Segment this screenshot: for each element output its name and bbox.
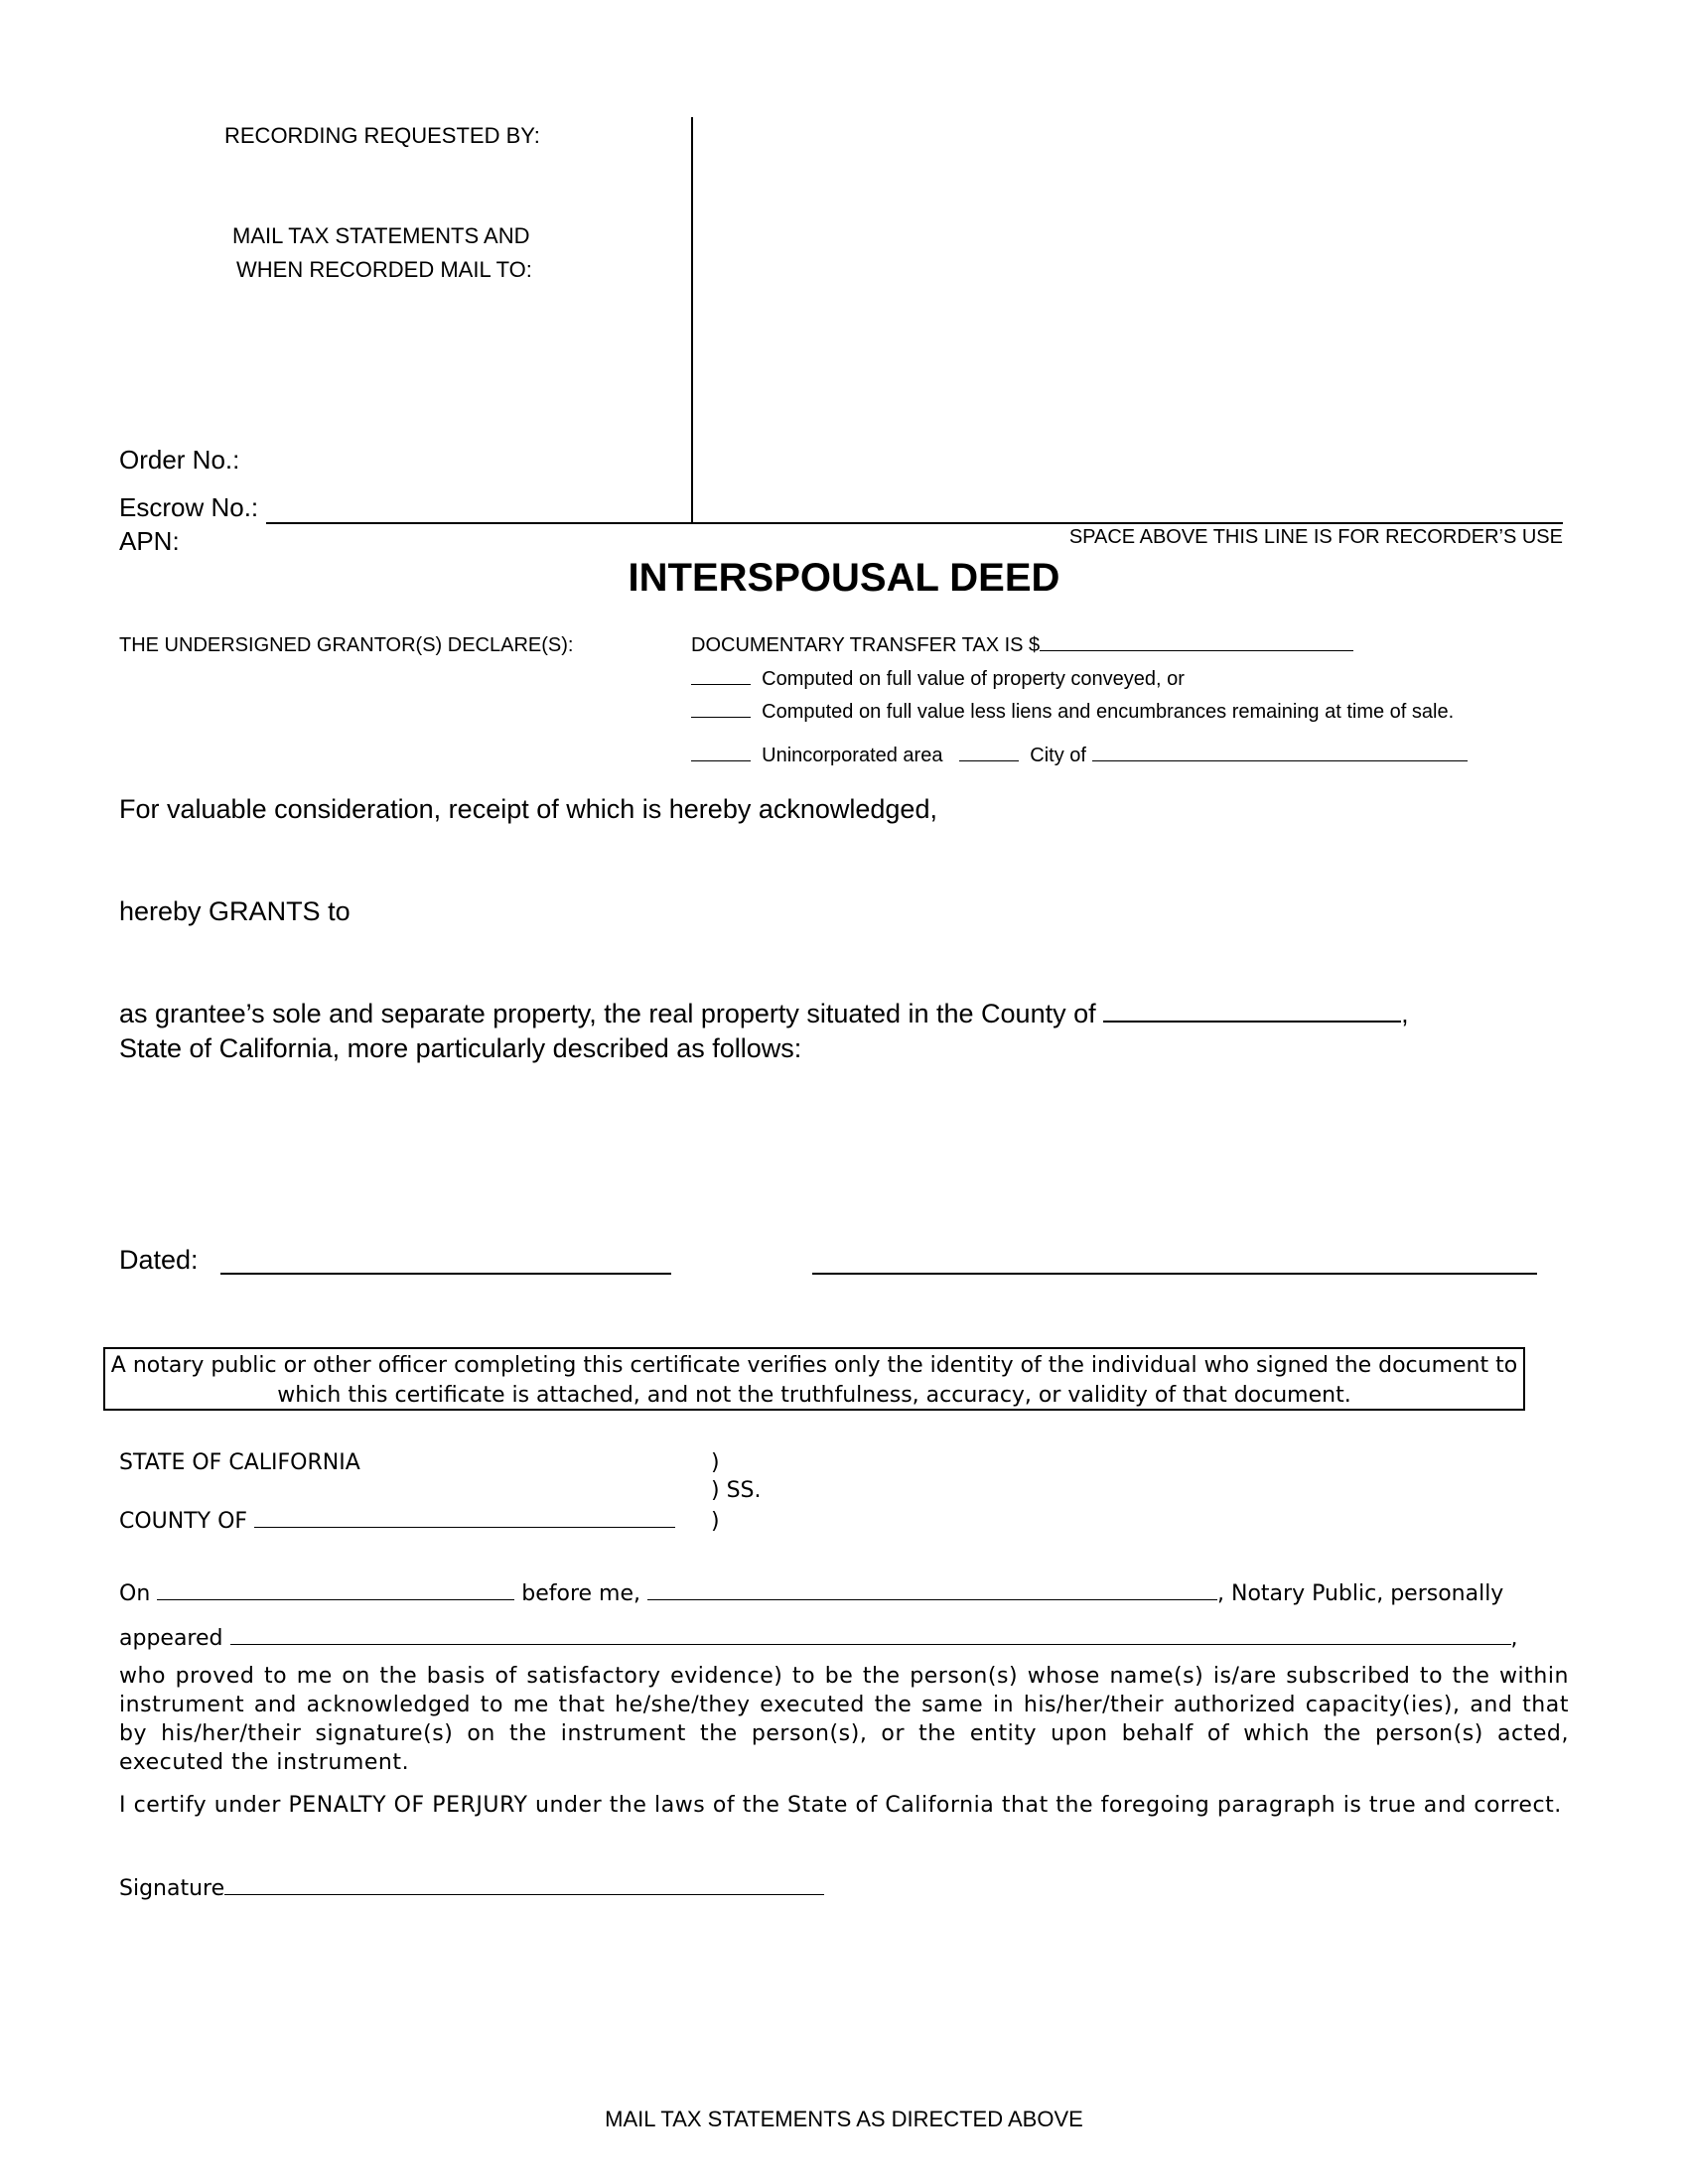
appeared-row [119,1626,1518,1651]
apn-label: APN: [119,526,180,556]
consideration-text: For valuable consideration, receipt of which is hereby acknowledged, [119,794,937,824]
unincorporated-label: Unincorporated area [762,745,943,766]
on-row [119,1581,1503,1606]
computed-full-check-blank[interactable] [691,668,751,685]
header-divider-vertical [691,117,693,524]
state-of-california-label: STATE OF CALIFORNIA [119,1450,360,1475]
grantee-line2: State of California, more particularly described as follows: [119,1033,802,1063]
appeared-blank[interactable] [230,1628,1511,1645]
proved-paragraph: who proved to me on the basis of satisfactory evidence) to be the person(s) whose name(s) is/are subscribed to the within instrument and acknowledged to me that he/she/they executed the same in his/her/their authorized capacity(ies), and that by his/her/their signature(s) on the instrument the person(s), or the entity upon behalf of which the person(s) acted, executed the instrument. [119,1664,1569,1775]
on-date-blank[interactable] [157,1583,514,1600]
notary-notice-box: A notary public or other officer completing this certificate verifies only the identity of the individual who signed the document to which this certificate is attached, and not the truthfulness, accuracy, or validity of that document. [103,1347,1525,1411]
city-check-blank[interactable] [959,745,1019,761]
grantee-line1-end: , [1401,999,1409,1028]
mail-tax-label-line2: WHEN RECORDED MAIL TO: [236,257,532,282]
recorders-use-label: SPACE ABOVE THIS LINE IS FOR RECORDER’S USE [1068,526,1563,548]
recording-requested-by-label: RECORDING REQUESTED BY: [224,123,540,148]
recorder-space-line [266,522,1563,524]
transfer-tax-label: DOCUMENTARY TRANSFER TAX IS $ [691,634,1041,656]
notary-name-blank[interactable] [647,1583,1217,1600]
computed-full-row [691,668,1185,691]
grantee-line1 [119,999,1409,1029]
footer-text: MAIL TAX STATEMENTS AS DIRECTED ABOVE [605,2107,1083,2131]
county-blank[interactable] [1103,1001,1401,1023]
certify-paragraph: I certify under PENALTY OF PERJURY under the laws of the State of California that the foregoing paragraph is true and correct. [119,1793,1562,1818]
dated-blank[interactable] [220,1273,671,1275]
location-row [691,745,1468,767]
transfer-tax-row [691,634,1353,657]
computed-full-label: Computed on full value of property conveyed, or [762,668,1185,690]
page-title: INTERSPOUSAL DEED [628,556,1060,600]
computed-less-label: Computed on full value less liens and encumbrances remaining at time of sale. [762,701,1455,723]
appeared-end: , [1510,1626,1518,1651]
signature-label: Signature [119,1876,225,1901]
signature-row [119,1876,824,1901]
grantor-signature-blank[interactable] [812,1273,1537,1275]
grantee-line1-text: as grantee’s sole and separate property, the real property situated in the County of [119,999,1096,1028]
city-of-label: City of [1030,745,1086,766]
dated-label: Dated: [119,1245,199,1275]
transfer-tax-amount-blank[interactable] [1040,634,1353,651]
mail-tax-label-line1: MAIL TAX STATEMENTS AND [232,223,530,248]
city-name-blank[interactable] [1092,745,1468,761]
on-label: On [119,1581,151,1606]
escrow-no-label: Escrow No.: [119,492,259,522]
county-of-label: COUNTY OF [119,1509,248,1534]
appeared-label: appeared [119,1626,223,1651]
grants-text: hereby GRANTS to [119,896,351,926]
ss-label: ) SS. [711,1478,762,1503]
computed-less-check-blank[interactable] [691,701,751,718]
notary-signature-blank[interactable] [224,1878,824,1895]
unincorporated-check-blank[interactable] [691,745,751,761]
bracket-top: ) [711,1450,720,1475]
before-me-label: before me, [521,1581,641,1606]
county-of-blank[interactable] [254,1511,675,1528]
grantor-declares-label: THE UNDERSIGNED GRANTOR(S) DECLARE(S): [119,634,574,656]
computed-less-row [691,701,1454,724]
bracket-bottom: ) [711,1509,720,1534]
county-of-row [119,1509,675,1534]
order-no-label: Order No.: [119,445,240,475]
notary-public-label: , Notary Public, personally [1217,1581,1504,1606]
